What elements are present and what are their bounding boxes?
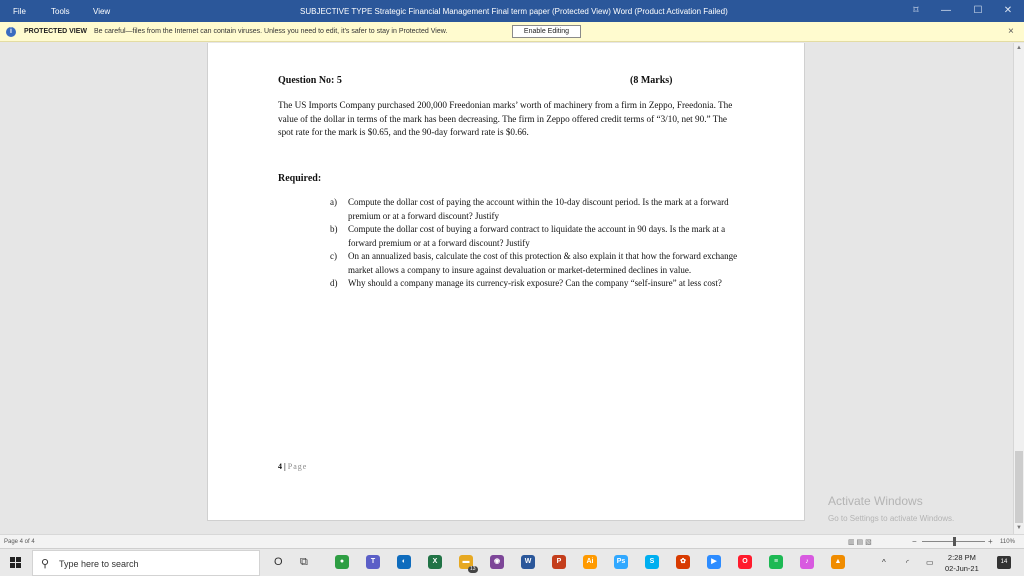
excel-icon[interactable]: X: [428, 555, 442, 569]
spotify-icon[interactable]: ≡: [769, 555, 783, 569]
menu-file[interactable]: File: [13, 7, 26, 16]
protected-view-title: PROTECTED VIEW: [24, 28, 88, 35]
title-bar: [0, 0, 1024, 22]
zoom-app-icon[interactable]: ▶: [707, 555, 721, 569]
windows-start-icon[interactable]: [10, 557, 22, 569]
ribbon-display-icon[interactable]: ⌑: [913, 5, 919, 16]
document-page[interactable]: [207, 43, 805, 521]
powerpoint-icon[interactable]: P: [552, 555, 566, 569]
word-icon[interactable]: W: [521, 555, 535, 569]
battery-icon[interactable]: ▭: [926, 558, 934, 567]
close-button[interactable]: ✕: [1003, 5, 1013, 16]
list-item-label: a): [330, 197, 337, 207]
list-item: [330, 223, 740, 250]
search-icon: ⚲: [41, 558, 50, 570]
window-title: SUBJECTIVE TYPE Strategic Financial Management Final term paper (Protected View) Word (Product Activation Failed): [300, 7, 728, 16]
activate-title: Activate Windows: [828, 494, 923, 508]
protected-bar-close-icon[interactable]: ×: [1008, 26, 1014, 37]
chrome-icon[interactable]: ●: [335, 555, 349, 569]
list-item-label: c): [330, 251, 337, 261]
clock-time: 2:28 PM: [947, 553, 976, 562]
taskbar-search-input[interactable]: [32, 550, 260, 576]
scroll-up-icon[interactable]: ▲: [1016, 45, 1022, 51]
scroll-thumb[interactable]: [1015, 451, 1023, 523]
photos-icon[interactable]: ◐: [397, 555, 411, 569]
illustrator-icon[interactable]: Ai: [583, 555, 597, 569]
view-mode-icons[interactable]: ▥ ▤ ▧: [848, 539, 872, 546]
taskbar: [0, 548, 1024, 576]
list-item: [330, 196, 740, 223]
vertical-scrollbar[interactable]: [1013, 43, 1024, 534]
document-canvas[interactable]: [0, 43, 1013, 534]
wifi-icon[interactable]: ◜: [906, 558, 910, 567]
notification-center-icon[interactable]: 14: [997, 556, 1011, 569]
explorer-badge: 13: [470, 566, 476, 572]
info-icon: i: [6, 27, 16, 37]
question-marks: (8 Marks): [630, 75, 673, 86]
teams-icon[interactable]: T: [366, 555, 380, 569]
list-item-text: On an annualized basis, calculate the cost of this protection & also explain it that how the forward exchange market allows a company to insure against devaluation or market-determined declines in value.: [348, 251, 738, 275]
scroll-down-icon[interactable]: ▼: [1016, 525, 1022, 531]
protected-view-bar: [0, 22, 1024, 42]
zoom-out-button[interactable]: −: [912, 537, 917, 546]
task-view-icon[interactable]: ⧉: [300, 556, 308, 568]
question-heading: Question No: 5: [278, 75, 342, 86]
photoshop-icon[interactable]: Ps: [614, 555, 628, 569]
page-footer: [278, 462, 307, 471]
vlc-icon[interactable]: ▲: [831, 555, 845, 569]
file-explorer-icon[interactable]: ▬: [459, 555, 473, 569]
system-clock[interactable]: [945, 552, 979, 574]
list-item: [330, 277, 740, 291]
minimize-button[interactable]: —: [941, 5, 951, 16]
search-placeholder: Type here to search: [59, 559, 139, 569]
skype-icon[interactable]: S: [645, 555, 659, 569]
list-item-text: Compute the dollar cost of buying a forward contract to liquidate the account in 90 days. Is the mark at a forward premium or at a forward discount? Justify: [348, 224, 726, 248]
activate-subtitle: Go to Settings to activate Windows.: [828, 514, 955, 523]
zoom-level[interactable]: 110%: [1000, 539, 1015, 545]
page-separator: |: [282, 462, 288, 471]
list-item-text: Compute the dollar cost of paying the account within the 10-day discount period. Is the mark at a forward premium or at a forward discount? Justify: [348, 197, 729, 221]
zoom-in-button[interactable]: +: [988, 537, 993, 546]
list-item-label: b): [330, 224, 338, 234]
zoom-slider-handle[interactable]: [953, 537, 956, 546]
required-heading: Required:: [278, 173, 322, 184]
menu-view[interactable]: View: [93, 7, 111, 16]
menu-tools[interactable]: Tools: [51, 7, 70, 16]
tray-chevron-icon[interactable]: ^: [882, 558, 886, 567]
opera-icon[interactable]: O: [738, 555, 752, 569]
status-bar: [0, 534, 1024, 548]
list-item-label: d): [330, 278, 338, 288]
maximize-button[interactable]: ☐: [973, 5, 983, 16]
enable-editing-button[interactable]: Enable Editing: [512, 25, 581, 38]
required-list: [330, 196, 740, 291]
cortana-icon[interactable]: O: [274, 556, 283, 568]
clock-date: 02-Jun-21: [945, 564, 979, 573]
question-body: The US Imports Company purchased 200,000 Freedonian marks’ worth of machinery from a firm in Zeppo, Freedonia. The value of the dollar in terms of the mark has been decreasing. The firm in Zeppo offered credit terms of “3/10, net 90.” The spot rate for the mark is $0.65, and the 90-day forward rate is $0.66.: [278, 100, 733, 137]
page-number: 4: [278, 462, 282, 471]
list-item-text: Why should a company manage its currency-risk exposure? Can the company “self-insure” at less cost?: [348, 278, 722, 288]
tor-browser-icon[interactable]: ◉: [490, 555, 504, 569]
page-label: Page: [287, 462, 308, 471]
protected-view-message: Be careful—files from the Internet can contain viruses. Unless you need to edit, it's safer to stay in Protected View.: [94, 28, 448, 35]
page-count-indicator[interactable]: Page 4 of 4: [4, 539, 35, 545]
itunes-icon[interactable]: ♪: [800, 555, 814, 569]
paint-icon[interactable]: ✿: [676, 555, 690, 569]
list-item: [330, 250, 740, 277]
activate-windows-watermark: [828, 494, 954, 523]
